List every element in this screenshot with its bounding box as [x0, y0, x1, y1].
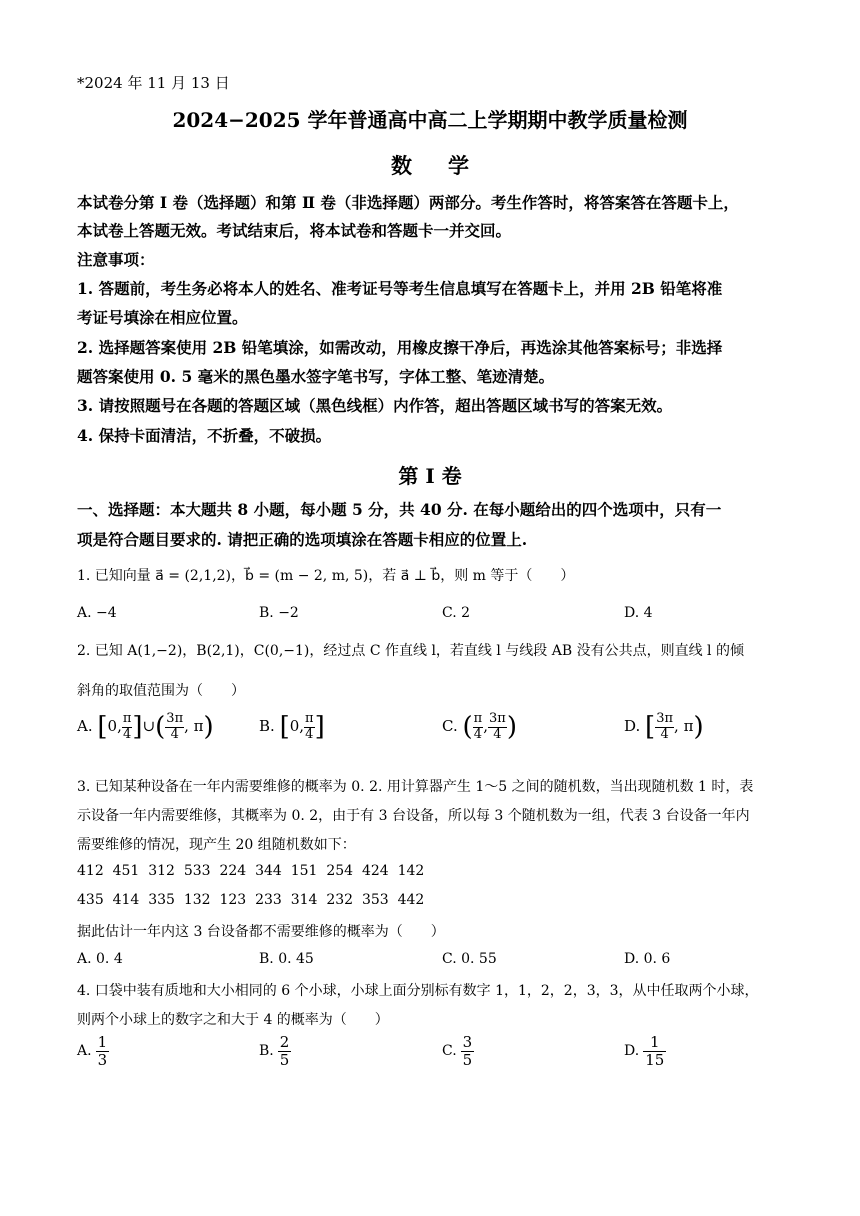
exam-title: 2024−2025 学年普通高中高二上学期期中教学质量检测 — [172, 108, 688, 132]
section-title: 第 Ⅰ 卷 — [398, 464, 462, 488]
q4-option-c — [442, 1034, 474, 1068]
option-label: A. — [77, 717, 93, 735]
fraction-denominator: 5 — [462, 1050, 473, 1069]
option-label: B. — [259, 1043, 274, 1059]
q1-option-b: B. −2 — [259, 605, 299, 621]
fraction-denominator: 3 — [97, 1050, 108, 1069]
fraction-numerator: 2 — [279, 1033, 290, 1051]
question-2-stem-cont: 斜角的取值范围为（ ） — [77, 683, 245, 699]
notice-item: 2. 选择题答案使用 2B 铅笔填涂，如需改动，用橡皮擦干净后，再选涂其他答案标号；非选择 — [77, 338, 723, 357]
q4-option-a — [77, 1034, 109, 1068]
question-4-stem: 4. 口袋中装有质地和大小相同的 6 个小球，小球上面分别标有数字 1，1，2，2，3，3，从中任取两个小球， — [77, 983, 759, 999]
option-label: D. — [624, 1043, 640, 1059]
question-4-stem: 则两个小球上的数字之和大于 4 的概率为（ ） — [77, 1012, 389, 1028]
fraction-denominator: 5 — [279, 1050, 290, 1069]
fraction-numerator: 1 — [97, 1033, 108, 1051]
q2-option-a: A. [0, $\frac{\pi}{4}$ ]∪( $\frac{3\pi}{4}$ , π) — [77, 711, 214, 742]
option-label: A. — [77, 1043, 92, 1059]
notice-item: 1. 答题前，考生务必将本人的姓名、准考证号等考生信息填写在答题卡上，并用 2B 铅笔将准 — [77, 279, 723, 298]
question-2-stem: 2. 已知 A(1,−2)，B(2,1)，C(0,−1)，经过点 C 作直线 l，若直线 l 与线段 AB 没有公共点，则直线 l 的倾 — [77, 643, 744, 659]
option-label: C. — [442, 717, 458, 735]
subject-title: 数学 — [391, 153, 505, 178]
random-numbers-row: 412 451 312 533 224 344 151 254 424 142 — [77, 863, 425, 879]
intro-line: 本试卷上答题无效。考试结束后，将本试卷和答题卡一并交回。 — [77, 221, 512, 240]
q4-option-b — [259, 1034, 291, 1068]
question-3-stem: 需要维修的情况，现产生 20 组随机数如下： — [77, 837, 356, 853]
question-3-stem: 示设备一年内需要维修，其概率为 0. 2，由于有 3 台设备，所以每 3 个随机数为一组，代表 3 台设备一年内 — [77, 808, 750, 824]
question-3-stem: 3. 已知某种设备在一年内需要维修的概率为 0. 2. 用计算器产生 1～5 之间的随机数，当出现随机数 1 时，表 — [77, 779, 754, 795]
q1-option-c: C. 2 — [442, 605, 471, 621]
q2-option-c: C. ( $\frac{\pi}{4}$ , $\frac{3\pi}{4}$ ) — [442, 711, 517, 742]
q4-option-d — [624, 1034, 666, 1068]
exam-date: *2024 年 11 月 13 日 — [77, 74, 230, 92]
option-label: C. — [442, 1043, 457, 1059]
q3-option-b: B. 0. 45 — [259, 951, 314, 967]
option-label: B. — [259, 717, 275, 735]
random-numbers-row: 435 414 335 132 123 233 314 232 353 442 — [77, 892, 425, 908]
question-3-stem: 据此估计一年内这 3 台设备都不需要维修的概率为（ ） — [77, 924, 445, 940]
notice-title: 注意事项： — [77, 250, 155, 269]
notice-item: 考证号填涂在相应位置。 — [77, 308, 248, 327]
notice-item: 3. 请按照题号在各题的答题区域（黑色线框）内作答，超出答题区域书写的答案无效。 — [77, 396, 673, 415]
q1-option-d: D. 4 — [624, 605, 653, 621]
section-desc: 项是符合题目要求的. 请把正确的选项填涂在答题卡相应的位置上. — [77, 530, 528, 549]
fraction-numerator: 1 — [643, 1034, 666, 1052]
q2-option-d: D. [ $\frac{3\pi}{4}$ , π) — [624, 711, 704, 742]
q3-option-c: C. 0. 55 — [442, 951, 497, 967]
q3-option-a: A. 0. 4 — [77, 951, 123, 967]
fraction-numerator: 3 — [462, 1033, 473, 1051]
q3-option-d: D. 0. 6 — [624, 951, 671, 967]
q1-option-a: A. −4 — [77, 605, 117, 621]
intro-line: 本试卷分第 Ⅰ 卷（选择题）和第 Ⅱ 卷（非选择题）两部分。考生作答时，将答案答在答题卡上， — [77, 193, 739, 212]
question-1-stem: 1. 已知向量 a⃗ = (2,1,2)，b⃗ = (m − 2, m, 5)，若 a⃗ ⊥ b⃗，则 m 等于（ ） — [77, 568, 575, 584]
section-desc: 一、选择题：本大题共 8 小题，每小题 5 分，共 40 分. 在每小题给出的四个选项中，只有一 — [77, 500, 722, 519]
fraction-denominator: 15 — [645, 1050, 665, 1069]
notice-item: 题答案使用 0. 5 毫米的黑色墨水签字笔书写，字体工整、笔迹清楚。 — [77, 367, 555, 386]
notice-item: 4. 保持卡面清洁，不折叠，不破损。 — [77, 426, 332, 445]
q2-option-b: B. [0, $\frac{\pi}{4}$ ] — [259, 711, 325, 742]
option-label: D. — [624, 717, 641, 735]
